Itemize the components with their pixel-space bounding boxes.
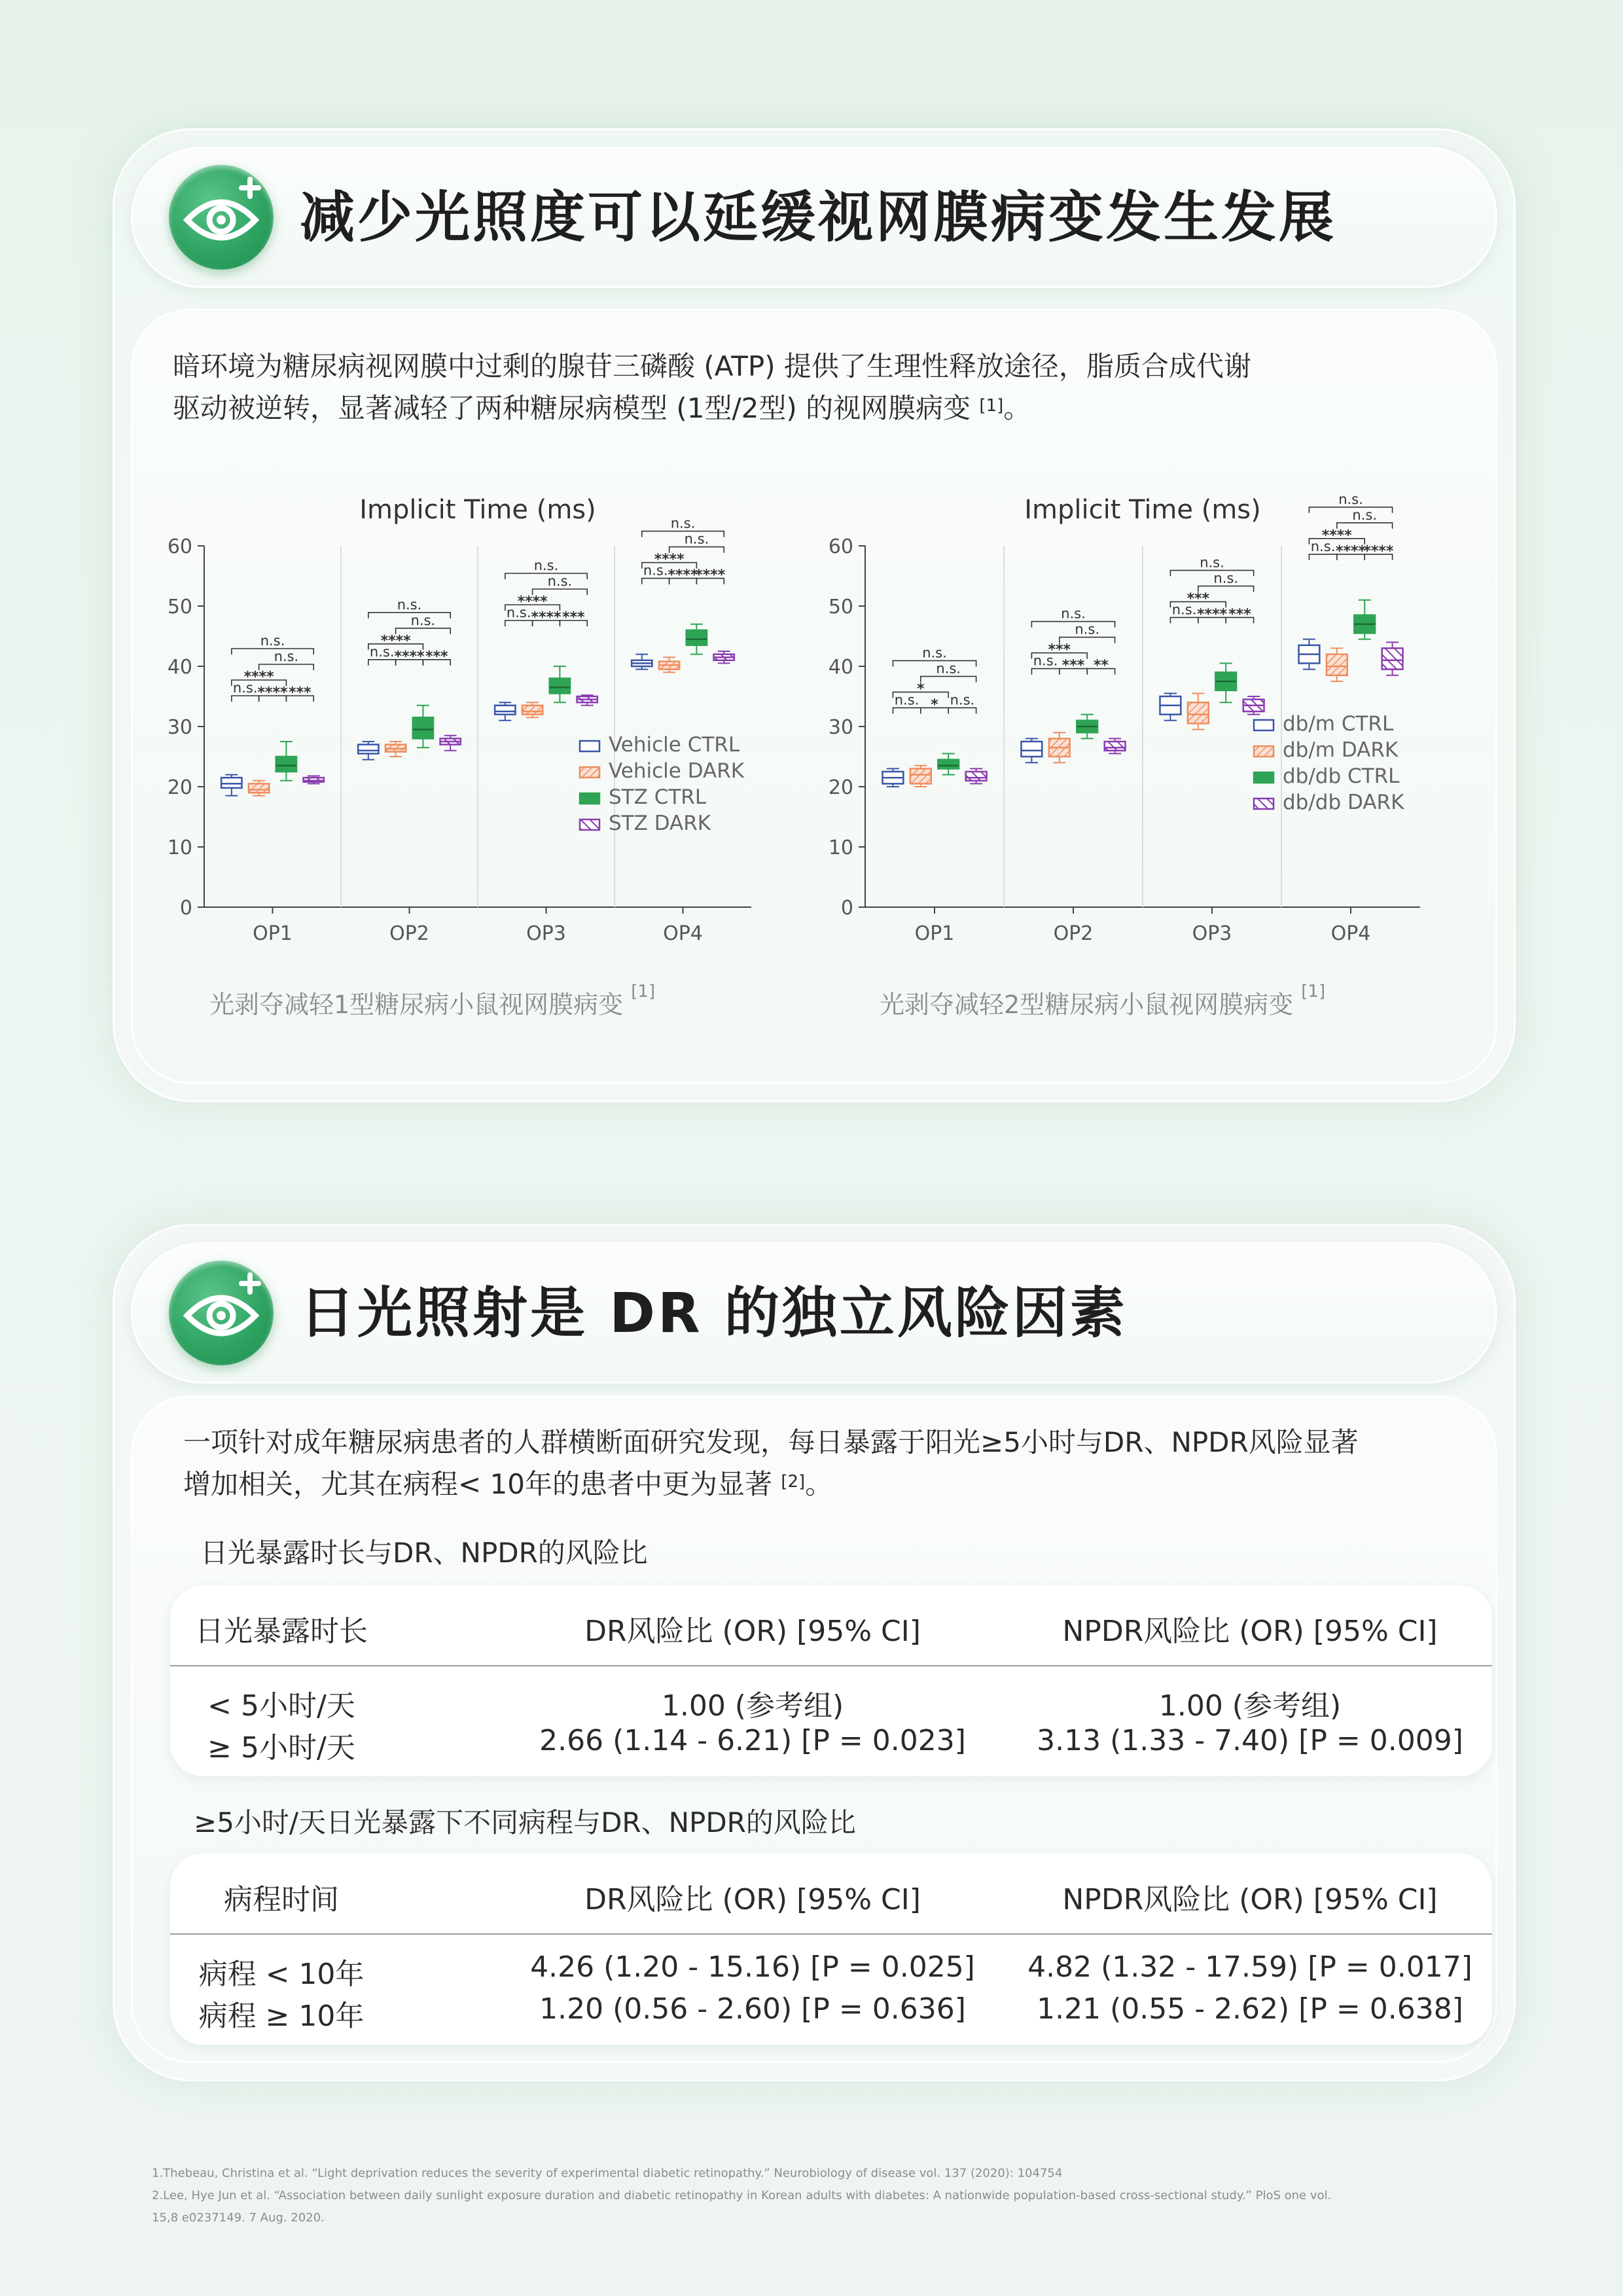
significance-bracket [1031, 669, 1059, 675]
legend-swatch [580, 741, 599, 751]
significance-label: **** [1321, 527, 1352, 544]
reference-2: 2.Lee, Hye Jun et al. “Association between daily sunlight exposure duration and diabetic retinopathy in Korean adults with diabetes: A nationwide population-based cross-sectional study.” PloS one vol. [152, 2189, 1332, 2202]
legend-label: Vehicle CTRL [609, 733, 740, 757]
paragraph-line-1: 一项针对成年糖尿病患者的人群横断面研究发现，每日暴露于阳光≥5小时与DR、NPDR风险显著 [183, 1426, 1359, 1458]
significance-label: n.s. [1338, 491, 1363, 507]
significance-label: n.s. [260, 633, 285, 649]
significance-bracket [1031, 622, 1115, 628]
y-tick-label: 40 [167, 656, 192, 679]
significance-label: n.s. [1075, 621, 1100, 637]
y-tick-label: 0 [840, 897, 853, 920]
significance-bracket [368, 660, 396, 666]
significance-bracket [642, 531, 724, 537]
y-tick-label: 60 [167, 535, 192, 558]
table-divider [170, 1933, 1492, 1935]
y-tick-label: 60 [828, 535, 853, 558]
significance-label: **** [1335, 543, 1366, 560]
y-tick-label: 0 [179, 897, 192, 920]
significance-label: n.s. [397, 596, 422, 613]
y-tick-label: 30 [828, 716, 853, 739]
table-header-cell: 病程时间 [224, 1883, 339, 1916]
legend-label: db/m CTRL [1283, 712, 1394, 736]
significance-label: **** [517, 594, 548, 610]
section-2-card [113, 1224, 1516, 2081]
legend-swatch [1254, 720, 1274, 730]
section-1-content [131, 309, 1497, 1084]
significance-label: *** [562, 609, 585, 626]
chart-title: Implicit Time (ms) [1024, 495, 1261, 525]
significance-label: n.s. [547, 573, 573, 589]
table-cell: 3.13 (1.33 - 7.40) [P = 0.009] [1037, 1724, 1463, 1757]
box-body [1382, 648, 1403, 669]
x-tick-label: OP2 [1053, 922, 1094, 945]
significance-bracket [893, 708, 920, 713]
significance-label: n.s. [1310, 538, 1336, 554]
significance-label: **** [243, 669, 274, 685]
paragraph-line-2: 驱动被逆转，显著减轻了两种糖尿病模型 (1型/2型) 的视网膜病变 [1]。 [173, 392, 1031, 424]
y-tick-label: 40 [828, 656, 853, 679]
significance-label: *** [1061, 657, 1085, 674]
x-tick-label: OP4 [1330, 922, 1371, 945]
y-tick-label: 20 [167, 776, 192, 799]
significance-label: n.s. [369, 643, 395, 660]
table-cell: 病程 < 10年 [198, 1958, 365, 1991]
table-cell: 1.00 (参考组) [661, 1689, 844, 1723]
significance-label: **** [531, 609, 562, 626]
significance-bracket [921, 676, 976, 682]
references [152, 2162, 1331, 2229]
significance-bracket [232, 649, 313, 655]
section-1-paragraph [173, 346, 1251, 429]
significance-label: n.s. [1352, 507, 1378, 523]
significance-label: **** [668, 567, 698, 584]
paragraph-line-1: 暗环境为糖尿病视网膜中过剩的腺苷三磷酸 (ATP) 提供了生理性释放途径，脂质合成代谢 [173, 350, 1251, 382]
table-cell: 病程 ≥ 10年 [198, 2000, 365, 2033]
significance-bracket [1170, 617, 1198, 623]
box-body [522, 706, 543, 715]
significance-label: * [931, 696, 938, 713]
significance-label: n.s. [1061, 605, 1086, 622]
significance-bracket [505, 573, 587, 579]
x-tick-label: OP4 [663, 922, 703, 945]
box-body [249, 783, 269, 793]
chart-type2-implicit-time [792, 473, 1459, 944]
table-cell: 1.00 (参考组) [1158, 1689, 1342, 1723]
box-body [1105, 742, 1126, 751]
risk-table-1 [170, 1585, 1492, 1776]
box-body [1327, 655, 1347, 675]
y-tick-label: 10 [828, 836, 853, 859]
significance-label: n.s. [1200, 554, 1224, 571]
box-body [938, 760, 959, 769]
significance-label: **** [257, 685, 288, 701]
y-tick-label: 50 [828, 596, 853, 619]
box-body [276, 757, 296, 772]
significance-label: n.s. [1171, 601, 1197, 618]
table-1-title: 日光暴露时长与DR、NPDR的风险比 [200, 1537, 648, 1569]
legend-label: STZ CTRL [609, 785, 707, 809]
significance-label: **** [1196, 606, 1228, 623]
reference-1: 1.Thebeau, Christina et al. “Light deprivation reduces the severity of experimental diabetic retinopathy.” Neurobiology of disease vol. 137 (2020): 104754 [152, 2166, 1063, 2180]
legend-swatch [1254, 798, 1274, 809]
section-2-paragraph [183, 1422, 1359, 1505]
significance-bracket [232, 696, 259, 702]
y-tick-label: 30 [167, 716, 192, 739]
eye-plus-icon [169, 165, 274, 270]
significance-bracket [948, 708, 976, 713]
section-1-card [113, 128, 1516, 1102]
significance-label: n.s. [684, 531, 709, 547]
table-cell: 1.21 (0.55 - 2.62) [P = 0.638] [1037, 1992, 1463, 2026]
significance-label: **** [394, 648, 425, 665]
significance-label: **** [654, 551, 685, 568]
significance-bracket [893, 660, 976, 666]
legend-swatch [1254, 746, 1274, 757]
legend-swatch [580, 767, 599, 778]
section-1-header [131, 147, 1497, 288]
legend-swatch [1254, 772, 1274, 783]
box-body [221, 778, 241, 788]
significance-label: n.s. [950, 692, 975, 708]
chart-type1-implicit-time [131, 473, 772, 944]
legend-swatch [580, 793, 599, 804]
table-cell: ≥ 5小时/天 [207, 1731, 355, 1765]
significance-label: n.s. [643, 562, 668, 579]
y-tick-label: 50 [167, 596, 192, 619]
table-header-cell: DR风险比 (OR) [95% CI] [584, 1883, 921, 1916]
x-tick-label: OP3 [1192, 922, 1232, 945]
reference-marker: [2] [781, 1472, 806, 1492]
table-cell: 4.82 (1.32 - 17.59) [P = 0.017] [1027, 1950, 1472, 1984]
box-body [966, 772, 987, 781]
significance-label: n.s. [894, 692, 919, 708]
box-body [910, 768, 931, 783]
table-cell: 1.20 (0.56 - 2.60) [P = 0.636] [539, 1992, 966, 2026]
section-2-content [131, 1395, 1497, 2063]
table-divider [170, 1665, 1492, 1666]
legend-label: db/db DARK [1283, 791, 1404, 814]
x-tick-label: OP3 [526, 922, 566, 945]
significance-label: **** [695, 567, 726, 584]
significance-label: *** [289, 685, 312, 701]
significance-bracket [642, 579, 669, 584]
table-header-cell: 日光暴露时长 [195, 1615, 368, 1648]
legend-swatch [580, 819, 599, 830]
significance-label: n.s. [274, 649, 299, 664]
box-body [550, 678, 570, 693]
table-cell: 4.26 (1.20 - 15.16) [P = 0.025] [530, 1950, 975, 1984]
significance-label: *** [1228, 606, 1251, 623]
significance-label: * [917, 681, 925, 698]
significance-label: n.s. [1033, 653, 1058, 669]
box-body [1022, 742, 1043, 757]
legend-label: db/m DARK [1283, 738, 1399, 762]
reference-marker: [1] [979, 396, 1004, 416]
box-body [413, 717, 433, 738]
significance-bracket [368, 613, 450, 619]
significance-bracket [1309, 554, 1336, 560]
significance-label: n.s. [1213, 570, 1239, 586]
y-tick-label: 20 [828, 776, 853, 799]
significance-label: *** [425, 648, 448, 665]
x-tick-label: OP1 [914, 922, 955, 945]
legend-label: Vehicle DARK [609, 759, 745, 783]
box-body [687, 630, 707, 645]
table-header-cell: NPDR风险比 (OR) [95% CI] [1062, 1615, 1438, 1648]
box-body [495, 706, 515, 715]
significance-label: n.s. [670, 515, 696, 531]
x-tick-label: OP2 [389, 922, 429, 945]
eye-plus-icon [169, 1261, 274, 1365]
section-2-title: 日光照射是 DR 的独立风险因素 [300, 1281, 1128, 1345]
legend-label: STZ DARK [609, 812, 711, 835]
y-tick-label: 10 [167, 836, 192, 859]
section-1-title: 减少光照度可以延缓视网膜病变发生发展 [300, 185, 1337, 249]
chart-2-caption: 光剥夺减轻2型糖尿病小鼠视网膜病变 [1] [880, 982, 1326, 1019]
significance-label: n.s. [410, 612, 436, 628]
significance-label: ** [1093, 657, 1109, 674]
reference-2-cont: 15,8 e0237149. 7 Aug. 2020. [152, 2211, 325, 2225]
significance-label: *** [1048, 641, 1071, 658]
risk-table-2 [170, 1854, 1492, 2045]
chart-1-caption: 光剥夺减轻1型糖尿病小鼠视网膜病变 [1] [209, 982, 656, 1019]
table-cell: 2.66 (1.14 - 6.21) [P = 0.023] [539, 1724, 966, 1757]
significance-bracket [1309, 507, 1392, 513]
significance-label: **** [1363, 543, 1394, 560]
significance-bracket [1170, 570, 1253, 576]
significance-label: n.s. [936, 660, 961, 677]
significance-bracket [505, 620, 533, 626]
box-body [358, 745, 378, 754]
table-2-title: ≥5小时/天日光暴露下不同病程与DR、NPDR的风险比 [194, 1806, 856, 1839]
significance-label: n.s. [922, 645, 947, 661]
significance-label: *** [1186, 590, 1210, 607]
table-cell: < 5小时/天 [207, 1689, 355, 1723]
chart-title: Implicit Time (ms) [359, 495, 596, 525]
section-2-header [131, 1242, 1497, 1384]
x-tick-label: OP1 [253, 922, 293, 945]
significance-label: **** [380, 632, 411, 649]
significance-label: n.s. [232, 680, 258, 696]
significance-label: n.s. [533, 558, 559, 573]
table-header-cell: NPDR风险比 (OR) [95% CI] [1062, 1883, 1438, 1916]
paragraph-line-2: 增加相关，尤其在病程< 10年的患者中更为显著 [2]。 [183, 1468, 833, 1500]
significance-label: n.s. [506, 605, 531, 620]
legend-label: db/db CTRL [1283, 764, 1400, 788]
box-body [1188, 702, 1209, 723]
table-header-cell: DR风险比 (OR) [95% CI] [584, 1615, 921, 1648]
